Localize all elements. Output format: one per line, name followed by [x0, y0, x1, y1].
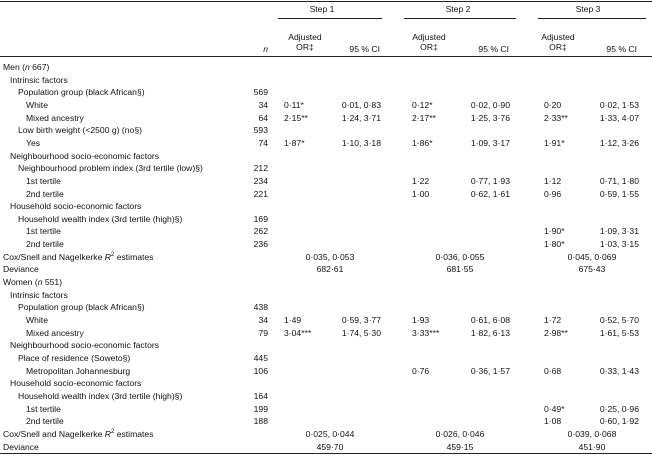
step-1-or: 2·15**	[284, 112, 308, 123]
row-label: White	[26, 99, 48, 110]
step-3-or: 1·72	[544, 315, 562, 325]
row-label: Neighbourhood socio-economic factors	[10, 150, 160, 161]
header-or-line1: Adjusted	[288, 32, 322, 42]
step-3-or: 1·80*	[544, 239, 565, 250]
step-3-ci: 0·60, 1·92	[599, 416, 639, 427]
n-value: 34	[258, 99, 268, 110]
row-label: Low birth weight (<2500 g) (no§)	[18, 125, 142, 136]
step-2-ci: 0·61, 6·08	[470, 315, 510, 325]
step-3-ci: 1·33, 4·07	[599, 112, 639, 123]
n-value: 212	[253, 163, 268, 174]
step-2-ci: 0·36, 1·57	[470, 365, 510, 376]
row-label: Household socio-economic factors	[10, 201, 142, 212]
step-1-ci: 1·24, 3·71	[341, 112, 381, 123]
step-2-or: 0·76	[412, 365, 430, 376]
step-2-or: 1·86*	[412, 137, 433, 148]
n-value: 79	[258, 327, 268, 338]
step-3-or: 1·08	[544, 416, 562, 427]
step-2-rule	[404, 18, 516, 19]
step-3-ci: 0·59, 1·55	[599, 188, 639, 199]
step-2-value: 0·026, 0·046	[435, 428, 485, 439]
n-value: 74	[258, 137, 268, 148]
n-value: 445	[253, 352, 268, 363]
n-value: 34	[258, 315, 268, 325]
step-1-value: 0·025, 0·044	[305, 428, 355, 439]
step-3-or: 0·68	[544, 365, 562, 376]
header-step-2: Step 2	[445, 4, 471, 14]
row-label: Intrinsic factors	[10, 74, 68, 85]
step-3-value: 0·045, 0·069	[567, 251, 617, 262]
row-label: Deviance	[3, 441, 39, 452]
step-3-ci: 0·25, 0·96	[599, 403, 639, 414]
step-3-or: 0·49*	[544, 403, 565, 414]
header-or-line2: OR‡	[296, 42, 314, 52]
step-2-or: 1·22	[412, 175, 430, 186]
row-label: Place of residence (Soweto§)	[18, 352, 131, 363]
row-label: 2nd tertile	[26, 239, 64, 250]
step-2-or: 2·17**	[412, 112, 436, 123]
row-label: White	[26, 315, 48, 325]
row-label: Yes	[26, 137, 41, 148]
step-3-or: 2·98**	[544, 327, 568, 338]
step-1-or: 1·87*	[284, 137, 305, 148]
header-or-line1: Adjusted	[412, 32, 446, 42]
n-value: 164	[253, 390, 268, 401]
step-3-ci: 0·33, 1·43	[599, 365, 639, 376]
step-1-or: 0·11*	[284, 99, 304, 110]
row-label: Mixed ancestry	[26, 327, 84, 338]
n-value: 593	[253, 125, 268, 136]
top-rule	[0, 1, 652, 2]
step-3-ci: 1·03, 3·15	[599, 239, 639, 250]
n-value: 188	[253, 416, 268, 427]
row-label: 2nd tertile	[26, 416, 64, 427]
row-label: 2nd tertile	[26, 188, 64, 199]
step-1-value: 459·70	[316, 441, 344, 452]
step-2-or: 1·93	[412, 315, 430, 325]
row-label: Cox/Snell and Nagelkerke $R^2$ estimates	[3, 428, 154, 439]
n-value: 106	[253, 365, 268, 376]
step-2-ci: 1·25, 3·76	[470, 112, 510, 123]
step-3-ci: 1·61, 5·53	[599, 327, 639, 338]
step-1-value: 0·035, 0·053	[305, 251, 355, 262]
step-1-ci: 0·59, 3·77	[341, 315, 381, 325]
header-ci-step-2: 95 % CI	[478, 44, 509, 54]
step-2-ci: 0·77, 1·93	[470, 175, 510, 186]
n-value: 236	[253, 239, 268, 250]
n-value: 169	[253, 213, 268, 224]
step-3-ci: 0·71, 1·80	[599, 175, 639, 186]
row-label: Intrinsic factors	[10, 289, 68, 300]
header-or-step-1	[280, 32, 330, 52]
header-or-line1: Adjusted	[541, 32, 575, 42]
n-value: 569	[253, 87, 268, 98]
header-or-step-3	[533, 32, 583, 52]
step-3-or: 0·20	[544, 99, 562, 110]
header-or-line2: OR‡	[420, 42, 438, 52]
n-value: 438	[253, 302, 268, 313]
row-label: Household socio-economic factors	[10, 378, 142, 389]
n-value: 262	[253, 226, 268, 237]
step-2-or: 3·33***	[412, 327, 440, 338]
step-1-value: 682·61	[316, 264, 344, 275]
step-3-ci: 1·09, 3·31	[599, 226, 639, 237]
header-or-line2: OR‡	[549, 42, 567, 52]
header-step-3: Step 3	[575, 4, 601, 14]
n-value: 234	[253, 175, 268, 186]
step-2-ci: 1·09, 3·17	[470, 137, 510, 148]
step-3-ci: 1·12, 3·26	[599, 137, 639, 148]
step-1-ci: 1·74, 5·30	[341, 327, 381, 338]
header-ci-step-1: 95 % CI	[349, 44, 380, 54]
step-2-value: 681·55	[446, 264, 474, 275]
row-label: 1st tertile	[26, 175, 61, 186]
step-1-rule	[278, 18, 382, 19]
n-value: 64	[258, 112, 268, 123]
row-label: Women (n 551)	[3, 277, 63, 288]
header-n: n	[263, 44, 268, 54]
step-1-or: 1·49	[284, 315, 302, 325]
header-rule	[0, 56, 652, 57]
step-3-or: 1·12	[544, 175, 562, 186]
step-1-or: 3·04***	[284, 327, 312, 338]
row-label: Household wealth index (3rd tertile (high)§)	[18, 390, 183, 401]
n-value: 199	[253, 403, 268, 414]
step-2-value: 0·036, 0·055	[435, 251, 485, 262]
step-3-or: 1·91*	[544, 137, 565, 148]
step-2-value: 459·15	[446, 441, 474, 452]
step-2-or: 0·12*	[412, 99, 433, 110]
row-label: Men (n 667)	[3, 62, 50, 72]
n-value: 221	[253, 188, 268, 199]
row-label: Population group (black African§)	[18, 87, 145, 98]
row-label: Mixed ancestry	[26, 112, 84, 123]
row-label: Deviance	[3, 264, 39, 275]
row-label: Metropolitan Johannesburg	[26, 365, 131, 376]
row-label: Neighbourhood problem index (3rd tertile (low)§)	[18, 163, 203, 174]
step-3-rule	[538, 18, 646, 19]
bottom-rule	[0, 453, 652, 454]
step-2-ci: 0·02, 0·90	[470, 99, 510, 110]
step-3-value: 451·90	[578, 441, 606, 452]
step-2-ci: 0·62, 1·61	[470, 188, 510, 199]
step-3-value: 675·43	[578, 264, 606, 275]
header-step-1: Step 1	[309, 4, 335, 14]
step-3-or: 2·33**	[544, 112, 568, 123]
row-label: Household wealth index (3rd tertile (high)§)	[18, 213, 183, 224]
step-3-or: 1·90*	[544, 226, 565, 237]
row-label: Cox/Snell and Nagelkerke $R^2$ estimates	[3, 251, 154, 262]
row-label: Neighbourhood socio-economic factors	[10, 340, 160, 351]
step-1-ci: 1·10, 3·18	[341, 137, 381, 148]
step-3-ci: 0·02, 1·53	[599, 99, 639, 110]
step-3-or: 0·96	[544, 188, 562, 199]
row-label: Population group (black African§)	[18, 302, 145, 313]
step-3-ci: 0·52, 5·70	[599, 315, 639, 325]
step-3-value: 0·039, 0·068	[567, 428, 617, 439]
header-ci-step-3: 95 % CI	[606, 44, 637, 54]
step-2-or: 1·00	[412, 188, 430, 199]
row-label: 1st tertile	[26, 403, 61, 414]
header-or-step-2	[404, 32, 454, 52]
step-1-ci: 0·01, 0·83	[341, 99, 381, 110]
row-label: 1st tertile	[26, 226, 61, 237]
step-2-ci: 1·82, 6·13	[470, 327, 510, 338]
